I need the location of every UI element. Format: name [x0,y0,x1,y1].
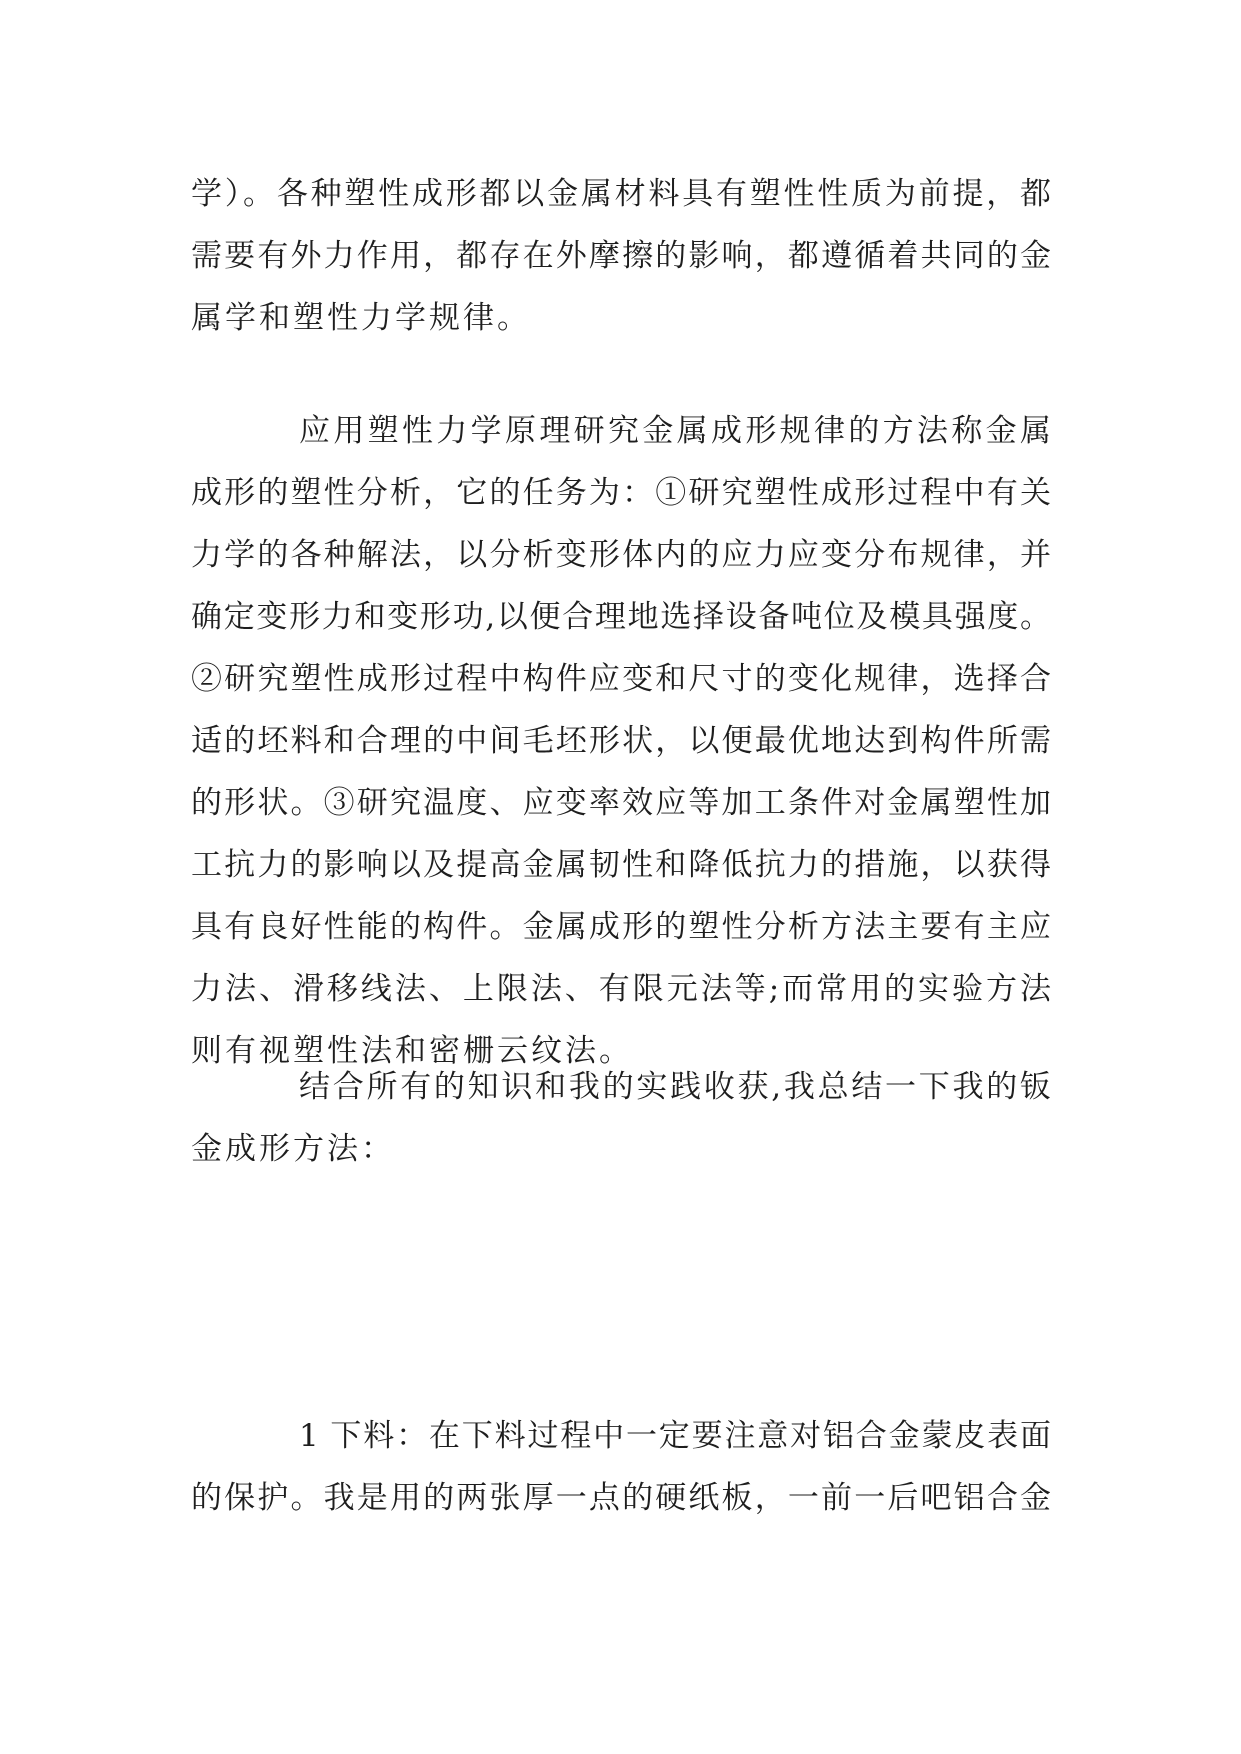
paragraph-line: 确定变形力和变形功,以便合理地选择设备吨位及模具强度。 [191,599,1051,635]
paragraph-line: 应用塑性力学原理研究金属成形规律的方法称金属 [299,413,1051,449]
paragraph-line: 力法、滑移线法、上限法、有限元法等;而常用的实验方法 [191,971,1051,1007]
paragraph-line: 学）。各种塑性成形都以金属材料具有塑性性质为前提，都 [191,176,1051,212]
paragraph-3 [191,1056,1051,1180]
paragraph-1 [191,163,1051,349]
paragraph-line: 具有良好性能的构件。金属成形的塑性分析方法主要有主应 [191,909,1051,945]
paragraph-line: 工抗力的影响以及提高金属韧性和降低抗力的措施，以获得 [191,847,1051,883]
paragraph-2 [191,400,1051,1082]
paragraph-line: 则有视塑性法和密栅云纹法。 [191,1033,633,1069]
paragraph-line: 金成形方法： [191,1131,395,1167]
paragraph-line: 适的坯料和合理的中间毛坯形状，以便最优地达到构件所需 [191,723,1051,759]
paragraph-line: 需要有外力作用，都存在外摩擦的影响，都遵循着共同的金 [191,238,1051,274]
paragraph-line: 的保护。我是用的两张厚一点的硬纸板，一前一后吧铝合金 [191,1480,1051,1516]
paragraph-line: 1 下料：在下料过程中一定要注意对铝合金蒙皮表面 [299,1418,1051,1454]
paragraph-line: 属学和塑性力学规律。 [191,300,531,336]
paragraph-line: 力学的各种解法，以分析变形体内的应力应变分布规律，并 [191,537,1051,573]
paragraph-line: 的形状。③研究温度、应变率效应等加工条件对金属塑性加 [191,785,1051,821]
paragraph-line: 结合所有的知识和我的实践收获,我总结一下我的钣 [299,1069,1051,1105]
paragraph-4 [191,1405,1051,1529]
paragraph-line: ②研究塑性成形过程中构件应变和尺寸的变化规律，选择合 [191,661,1051,697]
paragraph-line: 成形的塑性分析，它的任务为：①研究塑性成形过程中有关 [191,475,1051,511]
